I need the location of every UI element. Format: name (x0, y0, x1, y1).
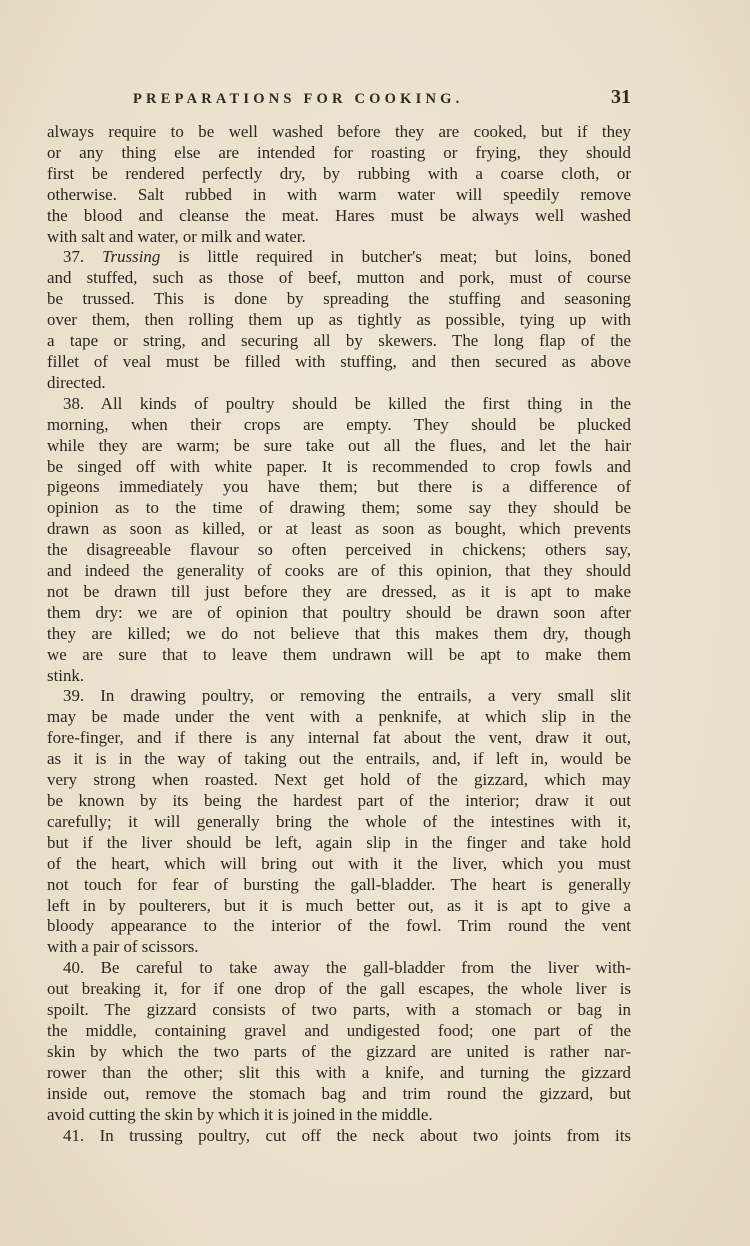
text-line: with a pair of scissors. (47, 937, 199, 957)
text-line: inside out, remove the stomach bag and trim round the gizzard, but (47, 1083, 631, 1103)
text-line: carefully; it will generally bring the whole of the intestines with it, (47, 811, 631, 831)
text-line: over them, then rolling them up as tightly as possible, tying up with (47, 310, 631, 330)
text-line: while they are warm; be sure take out all the flues, and let the hair (47, 435, 631, 455)
text-line: left in by poulterers, but it is much better out, as it is apt to give a (47, 895, 631, 915)
body-text (47, 122, 631, 1146)
paragraph-number: 37. (63, 247, 85, 267)
text-line: the disagreeable flavour so often perceived in chickens; others say, (47, 540, 631, 560)
text-line: we are sure that to leave them undrawn will be apt to make them (47, 644, 631, 664)
running-head: PREPARATIONS FOR COOKING. (133, 91, 464, 107)
text-line: 41. In trussing poultry, cut off the neck about two joints from its (63, 1125, 631, 1145)
text-line: 38. All kinds of poultry should be killed the first thing in the (63, 393, 631, 413)
paragraph-term: Trussing (102, 247, 161, 267)
text-line: spoilt. The gizzard consists of two parts, with a stomach or bag in (47, 1000, 631, 1020)
text-line: 40. Be careful to take away the gall-bladder from the liver with- (63, 958, 631, 978)
paragraph-37-first-line (47, 247, 631, 268)
text-line: always require to be well washed before they are cooked, but if they (47, 122, 631, 141)
text-line: as it is in the way of taking out the entrails, and, if left in, would be (47, 749, 631, 769)
text-line: otherwise. Salt rubbed in with warm water will speedily remove (47, 184, 631, 204)
text-line: be singed off with white paper. It is recommended to crop fowls and (47, 456, 631, 476)
text-line: with salt and water, or milk and water. (47, 226, 306, 246)
text-line: is little required in butcher's meat; but loins, boned (178, 247, 631, 267)
text-line: 39. In drawing poultry, or removing the entrails, a very small slit (63, 686, 631, 706)
text-line: morning, when their crops are empty. They should be plucked (47, 414, 631, 434)
text-line: out breaking it, for if one drop of the gall escapes, the whole liver is (47, 979, 631, 999)
text-line: be trussed. This is done by spreading the stuffing and seasoning (47, 289, 631, 309)
text-line: stink. (47, 665, 85, 685)
text-line: and stuffed, such as those of beef, mutton and pork, must of course (47, 268, 631, 288)
text-line: not be drawn till just before they are dressed, as it is apt to make (47, 581, 631, 601)
text-line: bloody appearance to the interior of the fowl. Trim round the vent (47, 916, 631, 936)
text-line: first be rendered perfectly dry, by rubbing with a coarse cloth, or (47, 163, 631, 183)
text-line: they are killed; we do not believe that this makes them dry, though (47, 623, 631, 643)
text-line: and indeed the generality of cooks are of this opinion, that they should (47, 561, 631, 581)
page-header (47, 86, 631, 116)
text-line: but if the liver should be left, again slip in the finger and take hold (47, 832, 631, 852)
text-line: fore-finger, and if there is any internal fat about the vent, draw it out, (47, 728, 631, 748)
text-line: or any thing else are intended for roasting or frying, they should (47, 142, 631, 162)
text-line: not touch for fear of bursting the gall-bladder. The heart is generally (47, 874, 631, 894)
text-line: may be made under the vent with a penknife, at which slip in the (47, 707, 631, 727)
text-line: pigeons immediately you have them; but there is a difference of (47, 477, 631, 497)
text-line: drawn as soon as killed, or at least as soon as bought, which prevents (47, 519, 631, 539)
text-line: the blood and cleanse the meat. Hares must be always well washed (47, 205, 631, 225)
text-line: very strong when roasted. Next get hold of the gizzard, which may (47, 770, 631, 790)
text-line: opinion as to the time of drawing them; some say they should be (47, 498, 631, 518)
text-line: skin by which the two parts of the gizzard are united is rather nar- (47, 1041, 631, 1061)
text-line: directed. (47, 372, 106, 392)
text-line: the middle, containing gravel and undigested food; one part of the (47, 1020, 631, 1040)
text-line: them dry: we are of opinion that poultry should be drawn soon after (47, 602, 631, 622)
page-number: 31 (611, 86, 631, 108)
text-line: be known by its being the hardest part of the interior; draw it out (47, 791, 631, 810)
text-line: fillet of veal must be filled with stuffing, and then secured as above (47, 351, 631, 371)
text-line: avoid cutting the skin by which it is joined in the middle. (47, 1104, 433, 1124)
text-line: a tape or string, and securing all by skewers. The long flap of the (47, 331, 631, 351)
text-line: rower than the other; slit this with a knife, and turning the gizzard (47, 1062, 631, 1082)
text-line: of the heart, which will bring out with it the liver, which you must (47, 853, 631, 873)
